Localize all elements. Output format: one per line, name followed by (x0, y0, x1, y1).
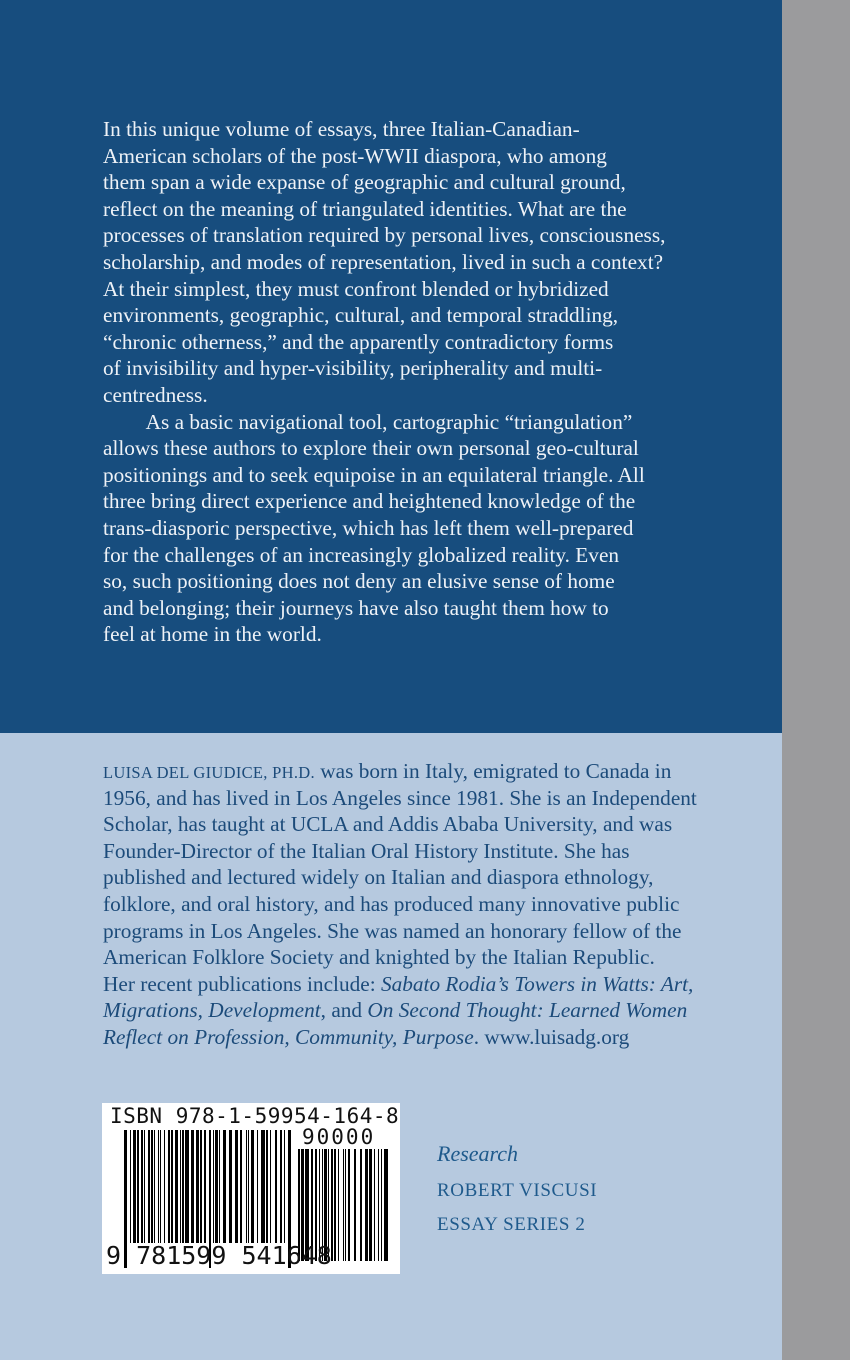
author-bio (103, 758, 697, 1051)
barcode-bar (180, 1130, 181, 1243)
bio-line (103, 918, 697, 945)
bio-text-segment: LUISA DEL GIUDICE, PH.D. (103, 763, 315, 782)
blurb-text (103, 116, 665, 648)
bio-line (103, 944, 697, 971)
barcode-bar (151, 1130, 153, 1243)
blurb-line (103, 276, 665, 303)
barcode-bar (374, 1149, 375, 1261)
blurb-line (103, 355, 665, 382)
barcode-bar (348, 1149, 350, 1261)
blurb-line (103, 382, 665, 409)
barcode-bar (171, 1130, 173, 1243)
barcode-bar (384, 1149, 388, 1261)
barcode-bar (200, 1130, 202, 1243)
barcode-bar (360, 1149, 362, 1261)
blurb-text-segment: scholarship, and modes of representation, lived in such a context? (103, 249, 664, 274)
barcode-bar (168, 1130, 170, 1243)
barcode-bar (365, 1149, 368, 1261)
barcode-bar (141, 1130, 143, 1243)
blurb-text-segment: American scholars of the post-WWII diaspora, who among (103, 143, 607, 168)
barcode-bar (130, 1130, 131, 1243)
barcode-bar (191, 1130, 194, 1243)
spine-strip (782, 0, 850, 1360)
barcode-bar (185, 1130, 189, 1243)
barcode-bar (182, 1130, 184, 1243)
barcode-bar (158, 1130, 159, 1243)
barcode-bar (343, 1149, 344, 1261)
blurb-line (103, 222, 665, 249)
blurb-text-segment: so, such positioning does not deny an elusive sense of home (103, 569, 615, 594)
bio-text-segment: folklore, and oral history, and has produced many innovative public (103, 891, 680, 916)
barcode-bar (215, 1130, 218, 1243)
barcode-bar (251, 1130, 254, 1243)
barcode-bar (378, 1149, 379, 1261)
bio-line (103, 1024, 697, 1051)
bio-line (103, 811, 697, 838)
blurb-line (103, 435, 665, 462)
blurb-line (103, 515, 665, 542)
bio-text-segment: On Second Thought: Learned Women (367, 998, 688, 1023)
bio-text-segment: was born in Italy, emigrated to Canada in (314, 759, 672, 783)
blurb-text-segment: “chronic otherness,” and the apparently contradictory forms (103, 329, 614, 354)
bio-text-segment: American Folklore Society and knighted by the Italian Republic. (103, 945, 655, 970)
bio-line (103, 891, 697, 918)
barcode-bar (261, 1130, 265, 1243)
barcode-bar (148, 1130, 150, 1243)
bio-text-segment: Scholar, has taught at UCLA and Addis Ababa University, and was (103, 812, 673, 837)
barcode-bar (213, 1130, 214, 1243)
barcode-bar (266, 1130, 268, 1243)
barcode-bar (246, 1130, 247, 1243)
barcode-bar (219, 1130, 220, 1243)
bio-text-segment: programs in Los Angeles. She was named an honorary fellow of the (103, 918, 682, 943)
barcode-bar (345, 1149, 346, 1261)
blurb-line (103, 595, 665, 622)
barcode-bar (223, 1130, 226, 1243)
barcode-bar (160, 1130, 161, 1243)
series-category: Research (437, 1141, 519, 1166)
bio-text-segment: . www.luisadg.org (473, 1024, 630, 1049)
blurb-line (103, 169, 665, 196)
bio-line (103, 997, 697, 1024)
barcode-bar (196, 1130, 199, 1243)
blurb-line (103, 249, 665, 276)
price-addon-code: 90000 (302, 1125, 376, 1149)
series-name-line2: ESSAY SERIES 2 (437, 1214, 586, 1235)
blurb-panel (0, 0, 782, 733)
bio-line (103, 785, 697, 812)
blurb-text-segment: positionings and to seek equipoise in an equilateral triangle. All (103, 462, 645, 487)
barcode-bar (338, 1149, 339, 1261)
barcode-bar (381, 1149, 382, 1261)
blurb-text-segment: and belonging; their journeys have also taught them how to (103, 595, 609, 620)
barcode-bar (280, 1130, 282, 1243)
blurb-line (103, 462, 665, 489)
blurb-text-segment: trans-diasporic perspective, which has left them well-prepared (103, 515, 634, 540)
blurb-line (103, 488, 665, 515)
barcode-bar (275, 1130, 277, 1243)
bio-text-segment: published and lectured widely on Italian and diaspora ethnology, (103, 865, 654, 890)
series-name-line1: ROBERT VISCUSI (437, 1180, 598, 1201)
barcode-bar (144, 1130, 145, 1243)
barcode-bar (284, 1130, 285, 1243)
barcode-bar (369, 1149, 372, 1261)
isbn-barcode (102, 1103, 400, 1274)
blurb-text-segment: three bring direct experience and heightened knowledge of the (103, 489, 636, 514)
blurb-line (103, 329, 665, 356)
blurb-line (103, 116, 665, 143)
bio-text-segment: Sabato Rodia’s Towers in Watts: Art, (380, 971, 694, 996)
barcode-bar (240, 1130, 242, 1243)
isbn-label: ISBN 978-1-59954-164-8 (110, 1104, 400, 1128)
blurb-text-segment: them span a wide expanse of geographic and cultural ground, (103, 170, 626, 195)
blurb-text-segment: reflect on the meaning of triangulated identities. What are the (103, 196, 627, 221)
barcode-bar (270, 1130, 271, 1243)
blurb-line (103, 568, 665, 595)
blurb-line (103, 542, 665, 569)
barcode-bar (334, 1149, 336, 1261)
bio-line (103, 758, 697, 785)
barcode-bar (229, 1130, 232, 1243)
blurb-text-segment: At their simplest, they must confront blended or hybridized (103, 276, 609, 301)
barcode-bar (164, 1130, 165, 1243)
barcode-bar (204, 1130, 206, 1243)
blurb-text-segment: allows these authors to explore their own personal geo-cultural (103, 436, 639, 461)
bio-line (103, 971, 697, 998)
barcode-bar (154, 1130, 155, 1243)
blurb-text-segment: processes of translation required by personal lives, consciousness, (103, 223, 666, 248)
barcode-bar (133, 1130, 136, 1243)
barcode-bar (354, 1149, 356, 1261)
bio-line (103, 864, 697, 891)
bio-text-segment: Founder-Director of the Italian Oral History Institute. She has (103, 838, 630, 863)
bio-line (103, 838, 697, 865)
blurb-text-segment: In this unique volume of essays, three Italian-Canadian- (103, 117, 580, 141)
bio-text-segment: Reflect on Profession, Community, Purpose (103, 1024, 474, 1049)
bio-text-segment: , and (320, 998, 368, 1023)
blurb-text-segment: for the challenges of an increasingly globalized reality. Even (103, 542, 620, 567)
blurb-line (103, 196, 665, 223)
blurb-line (103, 302, 665, 329)
blurb-line (103, 143, 665, 170)
barcode-bar (257, 1130, 258, 1243)
blurb-text-segment: As a basic navigational tool, cartographic “triangulation” (103, 409, 633, 434)
series-info (437, 1140, 597, 1236)
barcode-bar (248, 1130, 249, 1243)
barcode-bar (235, 1130, 238, 1243)
ean-digits: 9 781599 541648 (106, 1241, 332, 1270)
bio-text-segment: Her recent publications include: (103, 971, 381, 996)
blurb-text-segment: environments, geographic, cultural, and temporal straddling, (103, 303, 619, 328)
blurb-text-segment: feel at home in the world. (103, 622, 322, 647)
barcode-bar (137, 1130, 139, 1243)
barcode-bar (175, 1130, 178, 1243)
blurb-text-segment: centredness. (103, 382, 208, 407)
bio-text-segment: 1956, and has lived in Los Angeles since 1981. She is an Independent (103, 785, 697, 810)
bio-text-segment: Migrations, Development (103, 998, 321, 1023)
blurb-line (103, 409, 665, 436)
blurb-line (103, 621, 665, 648)
blurb-text-segment: of invisibility and hyper-visibility, peripherality and multi- (103, 356, 603, 381)
